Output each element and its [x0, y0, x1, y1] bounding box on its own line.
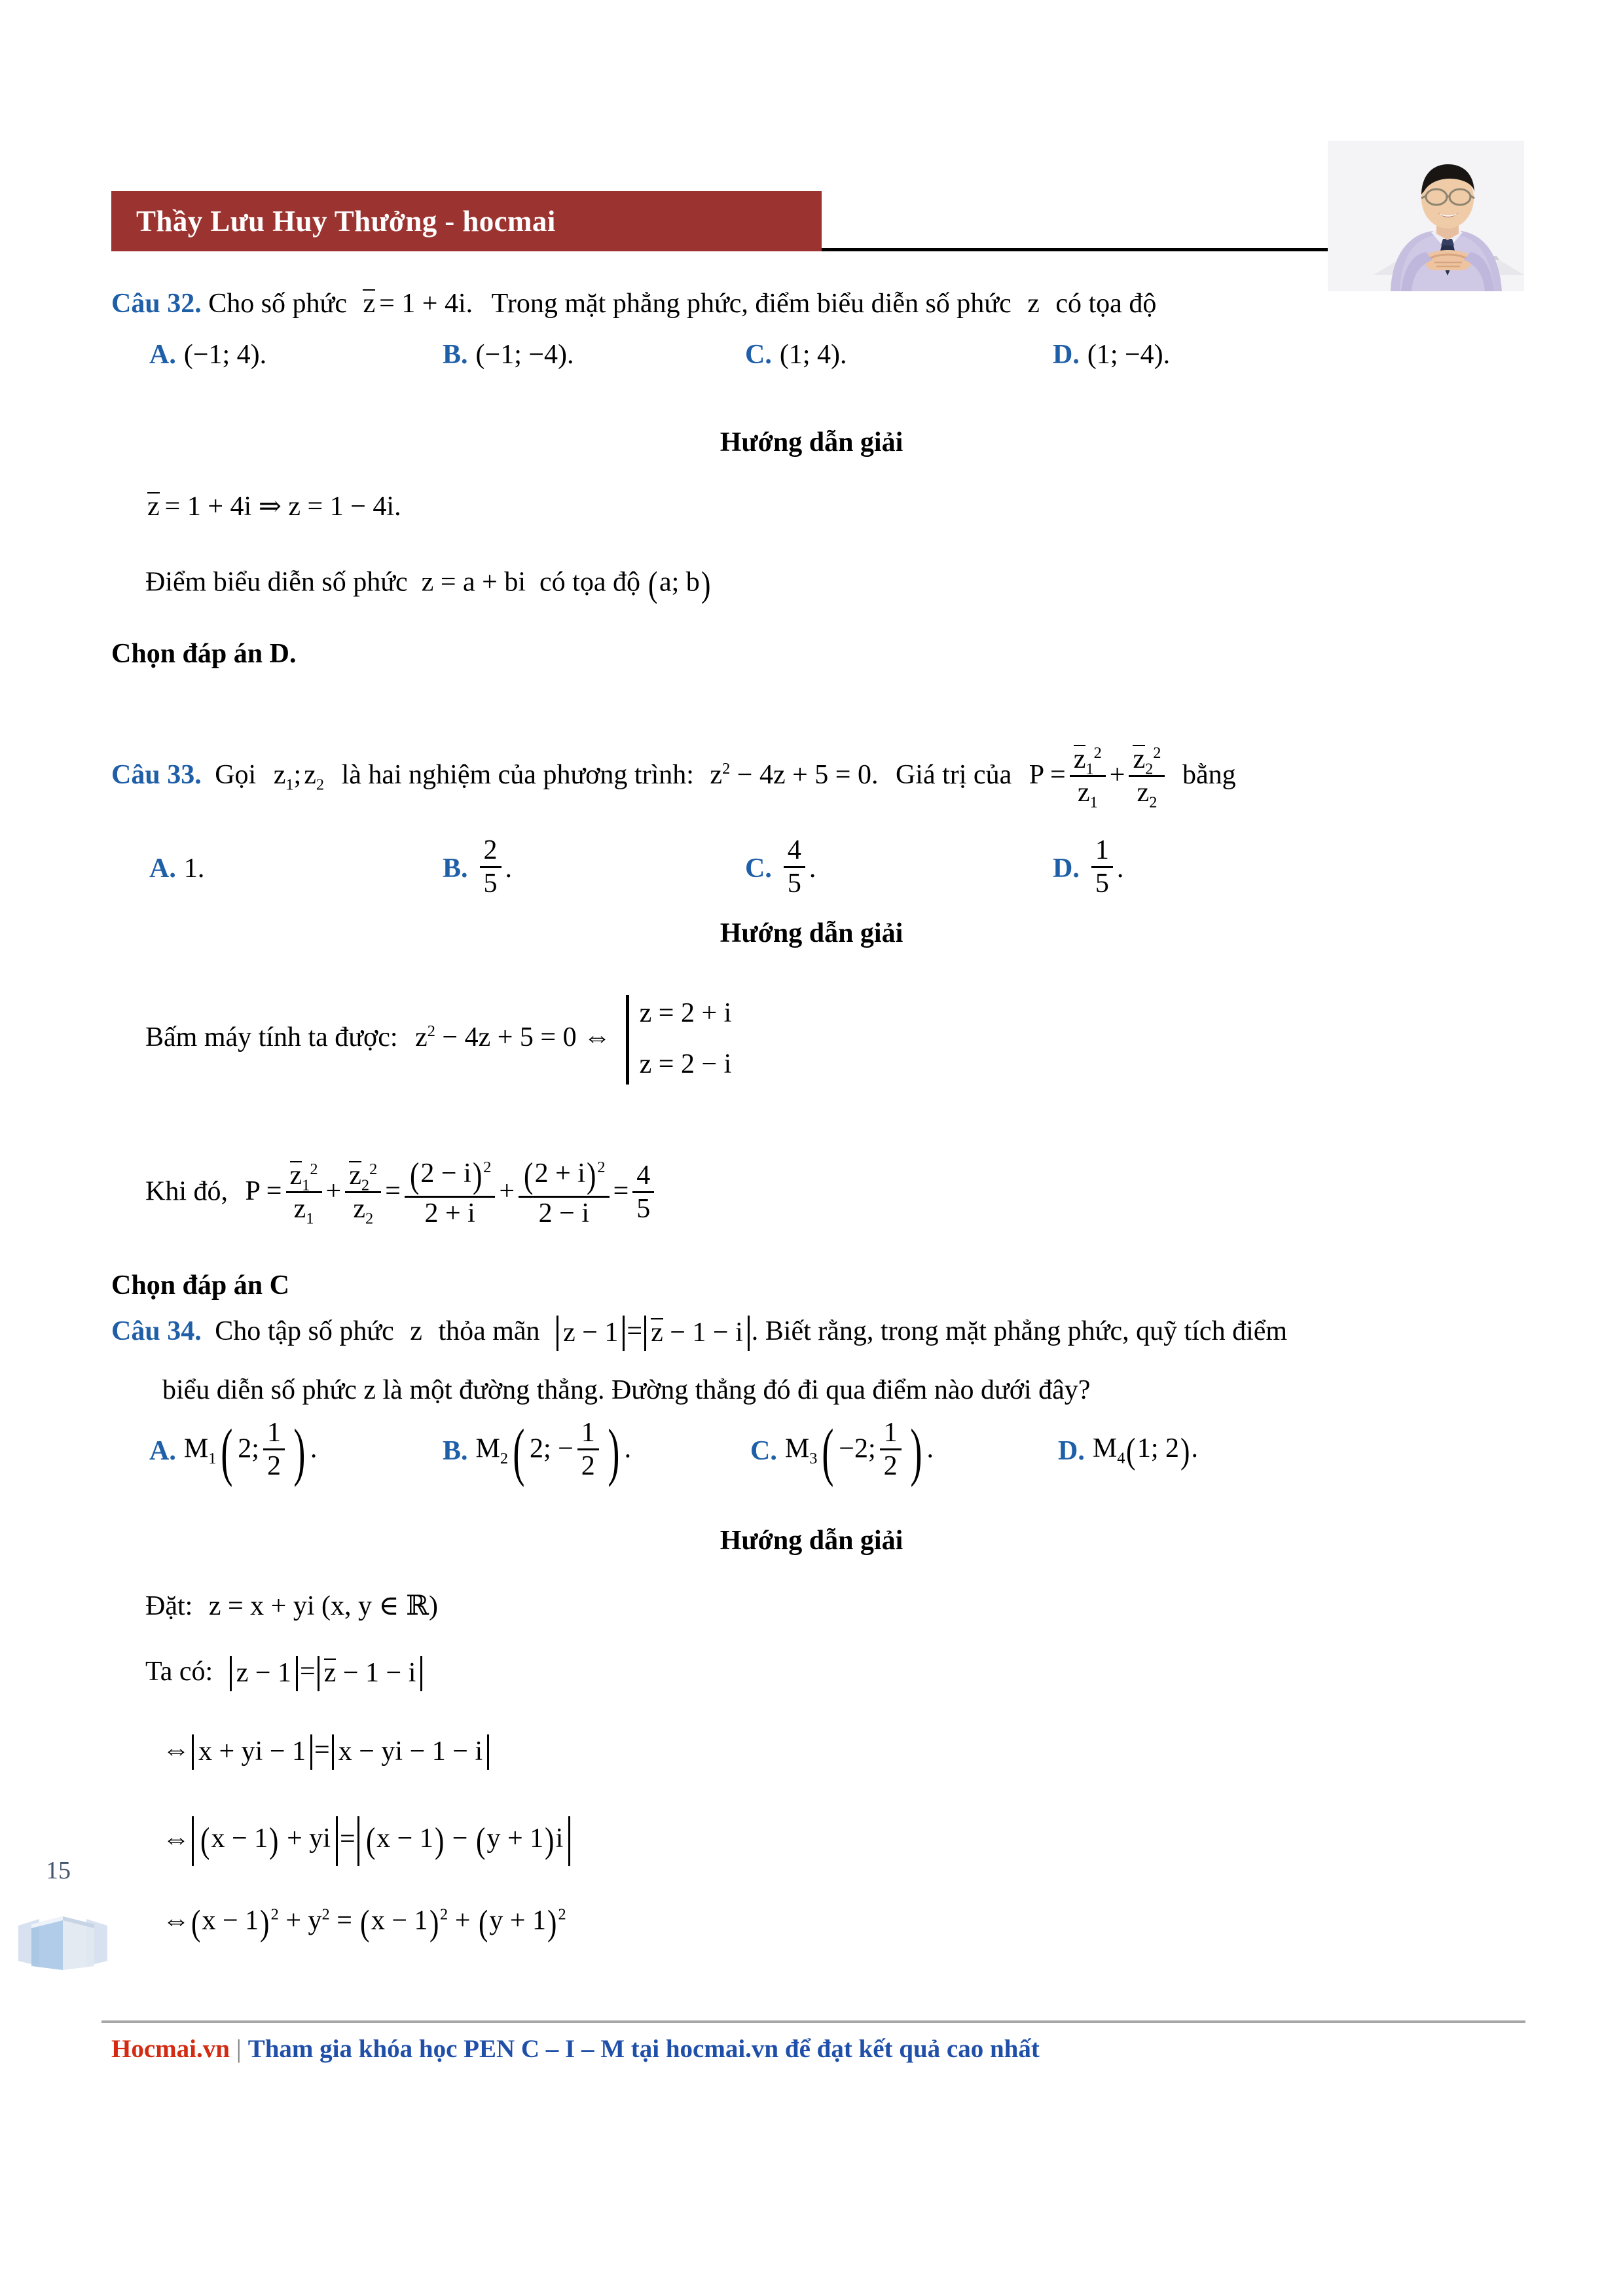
option-d-value: (1; −4). — [1087, 340, 1171, 370]
question-34-solution-dat — [145, 1590, 438, 1623]
option-d-fraction: $\frac{1}{5}$ — [1091, 836, 1113, 898]
teacher-portrait-icon — [1328, 141, 1524, 291]
question-33-solution-roots — [145, 995, 731, 1085]
question-32-answer: Chọn đáp án D. — [111, 639, 297, 669]
page-number: 15 — [46, 1857, 71, 1884]
option-b-fraction: $\frac{2}{5}$ — [480, 836, 501, 898]
option-a-key: A. — [149, 853, 176, 884]
question-33-semicolon: ; — [293, 759, 302, 790]
question-33-prompt-b: là hai nghiệm của phương trình: — [341, 759, 694, 790]
question-33-P-expression: P = $\frac{z_1^2}{z_1}$ + $\frac{z_2^2}{z_2}$ — [1029, 760, 1169, 790]
option-a[interactable] — [149, 853, 443, 884]
option-b[interactable]: B. $\frac{2}{5}$ . — [443, 835, 513, 899]
question-33-khido: Khi đó, — [145, 1176, 228, 1207]
question-34-prompt-b: thỏa mãn — [438, 1316, 540, 1346]
question-32-options — [149, 339, 1170, 370]
question-32-prompt — [111, 288, 1156, 321]
question-33-prompt-d: bằng — [1182, 759, 1236, 790]
conjugate-z: z — [147, 492, 160, 522]
question-34-prompt-a: Cho tập số phức — [215, 1316, 394, 1346]
option-b[interactable] — [443, 1416, 750, 1488]
question-33-solution-result — [145, 1155, 658, 1229]
question-34-solution-step2: ⇔ x + yi − 1 = x − yi − 1 − i — [162, 1734, 491, 1770]
solution-heading-33: Hướng dẫn giải — [720, 918, 903, 948]
option-c-key: C. — [750, 1435, 777, 1466]
option-a-value: $M_1$( 2; $\frac{1}{2}$ ) . — [183, 1416, 318, 1488]
step3-right: (x − 1) − (y + 1)i — [357, 1816, 571, 1866]
dat-equation: z = x + yi (x, y ∈ ℝ) — [208, 1591, 438, 1621]
question-33-prompt-a: Gọi — [215, 759, 257, 790]
footer-message: Tham gia khóa học PEN C – I – M tại hocmai.vn để đạt kết quả cao nhất — [247, 2035, 1040, 2063]
option-b-key: B. — [443, 1435, 468, 1466]
book-ribbon-icon — [17, 1911, 109, 1975]
option-c-key: C. — [745, 340, 772, 370]
question-33-equation: $z^2 - 4z + 5 = 0$. — [710, 759, 879, 790]
solution-heading-32: Hướng dẫn giải — [720, 427, 903, 457]
step3-left: (x − 1) + yi — [192, 1816, 338, 1866]
page-header — [111, 191, 1525, 254]
question-34-solution-taco — [145, 1656, 424, 1691]
option-c[interactable] — [745, 339, 1053, 370]
question-32-label: Câu 32. — [111, 289, 202, 319]
option-c-value: (1; 4). — [779, 340, 847, 370]
question-32-prompt-suffix: có tọa độ — [1055, 289, 1157, 319]
step2-right: x − yi − 1 − i — [332, 1734, 489, 1770]
option-c[interactable] — [750, 1416, 1058, 1488]
taco-label: Ta có: — [145, 1657, 213, 1687]
question-32-prompt-prefix: Cho số phức — [208, 289, 347, 319]
solution-heading-34: Hướng dẫn giải — [720, 1526, 903, 1556]
root-1: z = 2 + i — [639, 998, 732, 1028]
question-34-prompt-c: . Biết rằng, trong mặt phẳng phức, quỹ tích điểm — [751, 1316, 1288, 1346]
step2-left: x + yi − 1 — [192, 1734, 312, 1770]
option-b-key: B. — [443, 853, 468, 884]
option-a-key: A. — [149, 340, 176, 370]
question-32-solution-line-2: Điểm biểu diễn số phức z = a + bi có tọa độ (a; b) — [145, 564, 711, 604]
question-33-z2: $z_2$ — [304, 759, 325, 794]
question-32-prompt-mid: Trong mặt phẳng phức, điểm biểu diễn số phức — [491, 289, 1012, 319]
question-33-answer: Chọn đáp án C — [111, 1270, 289, 1300]
footer — [111, 2034, 1040, 2064]
option-c-key: C. — [745, 853, 772, 884]
option-d[interactable] — [1058, 1430, 1198, 1471]
option-d-key: D. — [1058, 1435, 1085, 1466]
question-34-prompt — [111, 1316, 1287, 1351]
dat-label: Đặt: — [145, 1591, 193, 1621]
option-d-key: D. — [1053, 853, 1080, 884]
question-33-result-expression: P = $\frac{z_1^2}{z_1}$ + $\frac{z_2^2}{z_2}$ = $\frac{(2 - i)^2}{2 + i}$ + $\frac{(2 + i)^2}{2 - i}$ = $\frac{4}{5}$ — [246, 1176, 659, 1206]
question-33-solution-intro: Bấm máy tính ta được: — [145, 1022, 398, 1053]
question-33-solution-equation: $z^2 - 4z + 5 = 0$ ⇔ — [415, 1022, 611, 1053]
option-a[interactable] — [149, 1416, 443, 1488]
option-a[interactable] — [149, 339, 443, 370]
question-34-solution-step4: ⇔(x − $1)^2 + y^2 = (x - 1)^2 + (y + 1)^2$ — [162, 1903, 566, 1943]
taco-equation: z − 1 = z − 1 − i — [228, 1657, 425, 1687]
decorative-book-icon — [17, 1911, 109, 1975]
option-a-value: (−1; 4). — [183, 340, 267, 370]
option-a-value: 1. — [183, 853, 205, 884]
footer-brand[interactable]: Hocmai.vn — [111, 2035, 230, 2063]
question-33-label: Câu 33. — [111, 759, 202, 790]
question-33-root-brace — [626, 995, 732, 1085]
option-b-value: $M_2$( 2; − $\frac{1}{2}$ ) . — [475, 1416, 632, 1488]
question-33-options — [149, 835, 1124, 899]
option-d-key: D. — [1053, 340, 1080, 370]
option-b-key: B. — [443, 340, 468, 370]
question-34-label: Câu 34. — [111, 1316, 202, 1346]
option-b-value: (−1; −4). — [475, 340, 574, 370]
option-d[interactable] — [1053, 339, 1170, 370]
question-32-prompt-var: z — [1027, 289, 1040, 319]
option-c-fraction: $\frac{4}{5}$ — [784, 836, 805, 898]
option-c[interactable]: C. $\frac{4}{5}$ . — [745, 835, 816, 899]
question-34-options — [149, 1416, 1198, 1488]
header-title-bar — [111, 191, 822, 251]
footer-separator: | — [236, 2035, 242, 2063]
option-c-value: $M_3( -2$; $\frac{1}{2}$ ) . — [784, 1416, 934, 1488]
footer-divider-rule — [101, 2020, 1525, 2023]
question-34-solution-step3: ⇔ (x − 1) + yi = (x − 1) − (y + 1)i — [162, 1816, 572, 1866]
question-34-condition: z − 1 = z − 1 − i — [555, 1316, 752, 1346]
question-33-prompt — [111, 744, 1236, 812]
question-34-prompt-line2: biểu diễn số phức z là một đường thẳng. Đường thẳng đó đi qua điểm nào dưới đây? — [162, 1375, 1091, 1405]
teacher-photo — [1328, 141, 1524, 291]
header-title: Thầy Lưu Huy Thưởng - hocmai — [136, 205, 556, 238]
question-33-z1: $z_1$ — [273, 759, 294, 794]
question-32-solution-line-1: z = 1 + 4i ⇒ z = 1 − 4i. — [147, 492, 401, 522]
option-d[interactable]: D. $\frac{1}{5}$ . — [1053, 835, 1124, 899]
root-2: z = 2 − i — [639, 1049, 732, 1079]
option-a-key: A. — [149, 1435, 176, 1466]
question-34-var-z: z — [410, 1316, 422, 1346]
option-d-value: $M_4(1$; 2). — [1092, 1431, 1198, 1471]
option-b[interactable] — [443, 339, 745, 370]
question-32-formula: z = 1 + 4i. — [363, 289, 473, 319]
question-33-prompt-c: Giá trị của — [895, 759, 1012, 790]
